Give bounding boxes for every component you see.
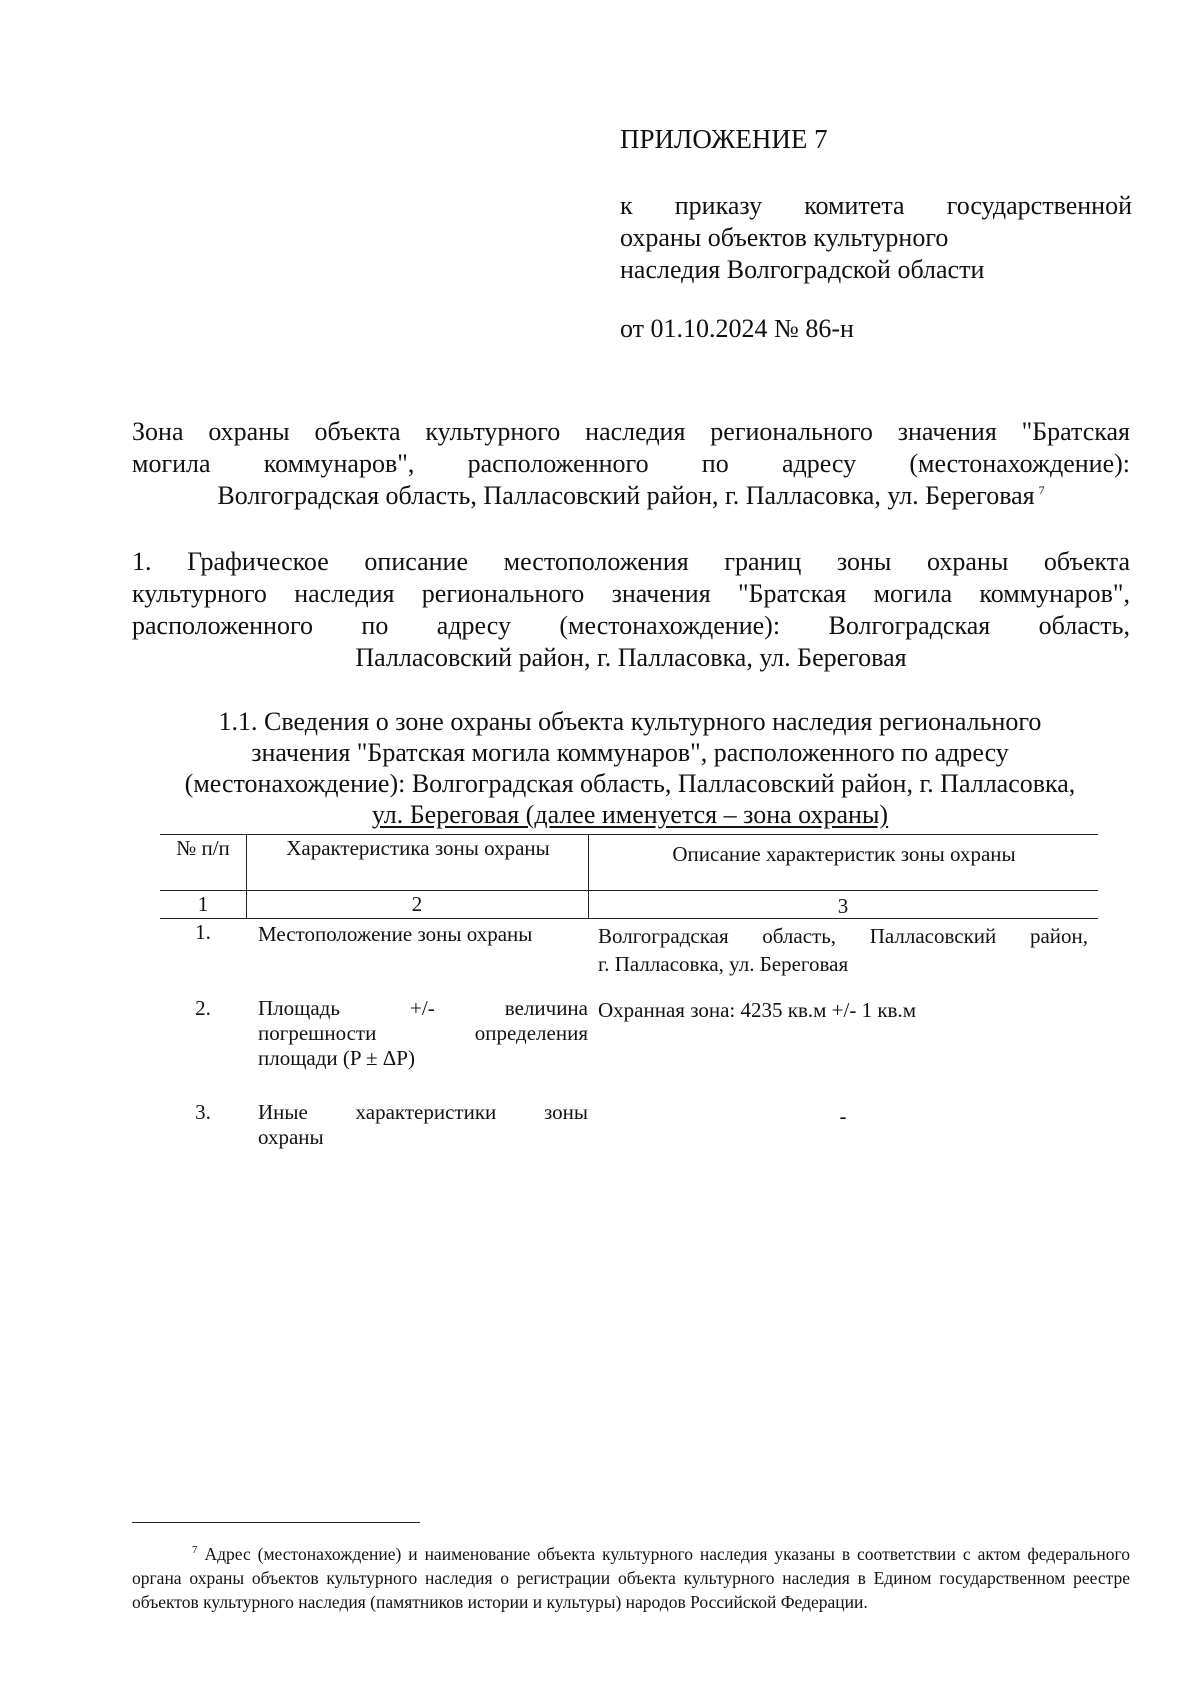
table-rule-top [160,834,1098,835]
subsection-heading-line: 1.1. Сведения о зоне охраны объекта культурного наследия регионального [218,707,1042,736]
subsection-heading-line: (местонахождение): Волгоградская область, Палласовский район, г. Палласовка, [184,769,1076,798]
footnote [132,1538,1130,1614]
section-heading-line: расположенного по адресу (местонахождение): Волгоградская область, [132,611,1130,640]
order-reference-line: наследия Волгоградской области [620,255,985,284]
appendix-title: ПРИЛОЖЕНИЕ 7 [620,124,828,154]
row-num: 1. [195,920,211,944]
row-description-line: г. Палласовка, ул. Береговая [598,952,849,976]
column-number: 3 [837,894,849,918]
column-number: 1 [197,892,209,916]
zone-heading [132,416,1130,512]
row-characteristic-line: Площадь +/- величина [258,996,588,1020]
row-characteristic-line: погрешности определения [258,1021,588,1045]
row-description [598,922,1088,978]
row-num: 3. [195,1100,211,1124]
order-date: от 01.10.2024 № 86-н [620,314,854,343]
row-characteristic [258,1100,588,1150]
row-description-line: Волгоградская область, Палласовский район, [598,924,1088,948]
zone-heading-address: Волгоградская область, Палласовский район, г. Палласовка, ул. Береговая [217,481,1035,510]
subsection-heading [140,706,1120,830]
row-characteristic [258,996,588,1071]
section-heading-line: культурного наследия регионального значения "Братская могила коммунаров", [132,579,1130,608]
order-reference [620,190,1132,286]
subsection-heading-line: значения "Братская могила коммунаров", расположенного по адресу [251,738,1009,767]
order-reference-line: к приказу комитета государственной [620,191,1132,220]
row-characteristic-line: Иные характеристики зоны [258,1100,588,1124]
column-number: 2 [411,892,423,916]
section-heading-line: Палласовский район, г. Палласовка, ул. Береговая [355,643,907,672]
section-heading [132,546,1130,674]
row-characteristic-line: охраны [258,1125,324,1149]
row-characteristic: Местоположение зоны охраны [258,922,533,946]
footnote-text: Адрес (местонахождение) и наименование объекта культурного наследия указаны в соответствии с актом федерального органа охраны объектов культурного наследия о регистрации объекта культурного наследия в Едином государственном реестре объектов культурного наследия (памятников истории и культуры) народов Российской Федерации. [132,1543,1130,1612]
table-rule-header [160,890,1098,891]
row-description: - [839,1104,847,1128]
subsection-heading-line: ул. Береговая (далее именуется – зона охраны) [371,800,889,829]
zone-heading-line-last [132,480,1130,512]
row-num: 2. [195,996,211,1020]
section-heading-line: 1. Графическое описание местоположения границ зоны охраны объекта [132,547,1130,576]
header-description: Описание характеристик зоны охраны [672,842,1016,866]
footnote-separator [132,1522,420,1523]
row-characteristic-line: площади (P ± ΔP) [258,1046,415,1070]
header-num [160,836,246,860]
header-num-text: № п/п [176,836,230,860]
order-reference-line: охраны объектов культурного [620,223,949,252]
footnote-mark: 7 [192,1544,198,1556]
zone-heading-line: Зона охраны объекта культурного наследия регионального значения "Братская [132,417,1130,446]
row-description: Охранная зона: 4235 кв.м +/- 1 кв.м [598,998,916,1022]
zone-heading-line: могила коммунаров", расположенного по адресу (местонахождение): [132,449,1130,478]
header-characteristic: Характеристика зоны охраны [286,836,550,860]
footnote-reference[interactable]: 7 [1038,483,1045,498]
